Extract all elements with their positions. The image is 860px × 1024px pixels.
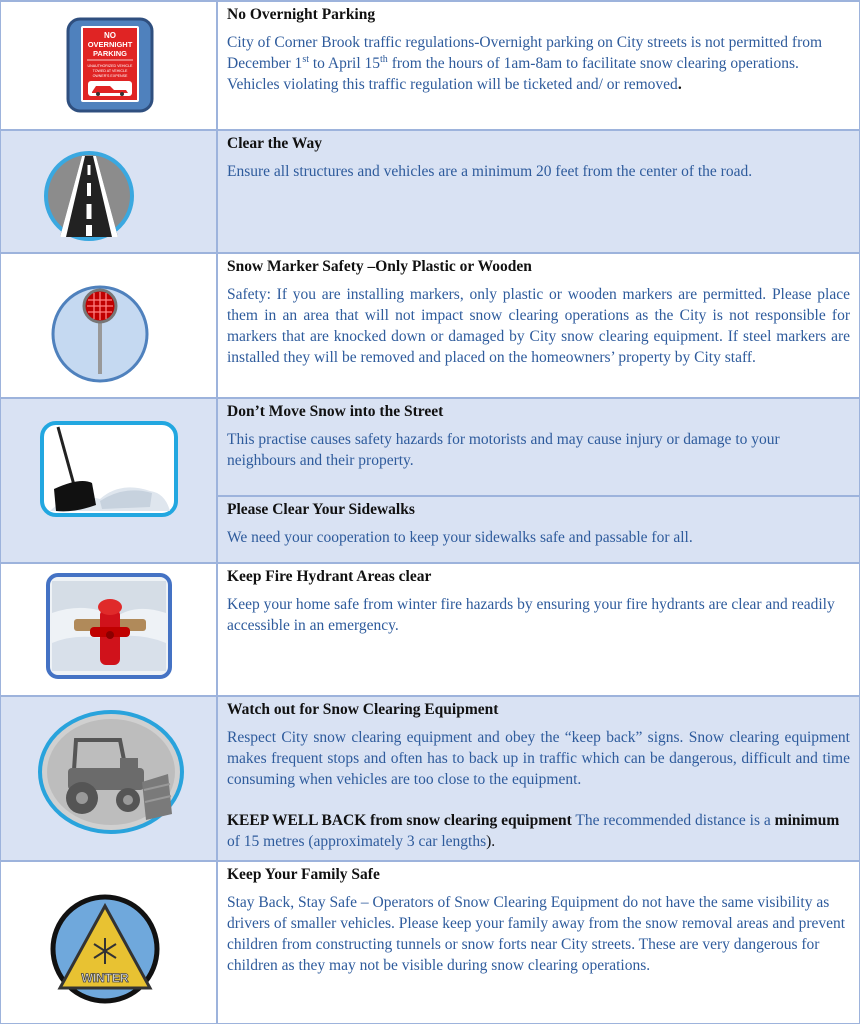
- snow-shovel-icon: [40, 421, 178, 519]
- sign-line-1: NO: [104, 31, 116, 40]
- winter-warning-icon: [50, 894, 160, 1004]
- sign-fine-2: TOWED AT VEHICLE: [92, 69, 128, 73]
- row-title: Watch out for Snow Clearing Equipment: [227, 701, 499, 718]
- sign-fine-1: UNAUTHORIZED VEHICLE: [87, 64, 133, 68]
- sub-row-title: Please Clear Your Sidewalks: [227, 501, 415, 518]
- winter-badge-text: WINTER: [81, 971, 129, 985]
- row-body: Keep your home safe from winter fire hazards by ensuring your fire hydrants are clear and readily accessible in an emergency.: [227, 596, 835, 634]
- sub-row-body: We need your cooperation to keep your sidewalks safe and passable for all.: [227, 529, 693, 546]
- icon-cell: [0, 564, 218, 696]
- text-cell: [227, 865, 850, 976]
- row-title: Keep Fire Hydrant Areas clear: [227, 568, 432, 585]
- icon-cell: [0, 862, 218, 1024]
- sign-line-2: OVERNIGHT: [87, 40, 133, 49]
- row-fire-hydrant: [0, 562, 860, 696]
- row-no-overnight-parking: [0, 0, 860, 130]
- snowplow-tractor-icon: [38, 710, 184, 834]
- row-body: Respect City snow clearing equipment and obey the “keep back” signs. Snow clearing equipment makes frequent stops and often has to back up in traffic which can be dangerous, difficult and time consuming when vehicles are too close to the equipment.: [227, 729, 850, 788]
- row-body: This practise causes safety hazards for motorists and may cause injury or damage to your neighbours and their property.: [227, 431, 780, 469]
- text-cell: [227, 5, 850, 95]
- icon-cell: [0, 399, 218, 563]
- row-body: City of Corner Brook traffic regulations-Overnight parking on City streets is not permitted from December 1st to April 15th from the hours of 1am-8am to facilitate snow clearing operations. Vehicles violating this traffic regulation will be ticketed and/ or removed.: [227, 34, 823, 93]
- fire-hydrant-icon: [46, 573, 172, 679]
- sub-row-clear-sidewalks: [218, 495, 860, 563]
- road-icon: [44, 151, 134, 241]
- row-body: Stay Back, Stay Safe – Operators of Snow Clearing Equipment do not have the same visibility as drivers of smaller vehicles. Please keep your family away from the snow removal areas and prevent children from constructing tunnels or snow forts near City streets. These are very dangerous for children as they may not be visible during snow clearing operations.: [227, 894, 846, 974]
- sign-fine-3: OWNER'S EXPENSE: [92, 74, 128, 78]
- snow-marker-icon: [50, 284, 150, 384]
- row-title: Clear the Way: [227, 135, 323, 152]
- icon-cell: [0, 2, 218, 130]
- icon-cell: [0, 131, 218, 253]
- row-keep-family-safe: [0, 860, 860, 1024]
- no-parking-sign-icon: [66, 17, 154, 113]
- row-title: Don’t Move Snow into the Street: [227, 403, 444, 420]
- row-body-2: KEEP WELL BACK from snow clearing equipment The recommended distance is a minimum of 15 metres (approximately 3 car lengths).: [227, 812, 840, 850]
- row-title: Keep Your Family Safe: [227, 866, 380, 883]
- text-cell: [227, 700, 850, 852]
- row-title: Snow Marker Safety –Only Plastic or Wooden: [227, 258, 532, 275]
- row-title: No Overnight Parking: [227, 6, 376, 23]
- text-cell: [227, 402, 850, 471]
- sign-line-3: PARKING: [92, 49, 128, 58]
- row-body: Ensure all structures and vehicles are a minimum 20 feet from the center of the road.: [227, 163, 753, 180]
- text-cell: [227, 567, 850, 636]
- row-body: Safety: If you are installing markers, only plastic or wooden markers are permitted. Please place them in an area that will not impact snow clearing operations as the City is not responsible for markers that are knocked down or damaged by City snow clearing equipment. If steel markers are installed they will be removed and placed on the homeowners’ property by City staff.: [227, 286, 850, 366]
- icon-cell: [0, 697, 218, 861]
- row-clear-the-way: [0, 129, 860, 253]
- text-cell: [227, 257, 850, 368]
- row-snow-marker-safety: [0, 252, 860, 398]
- icon-cell: [0, 254, 218, 398]
- row-dont-move-snow: [0, 397, 860, 563]
- text-cell: [227, 134, 850, 182]
- row-snow-clearing-equipment: [0, 695, 860, 861]
